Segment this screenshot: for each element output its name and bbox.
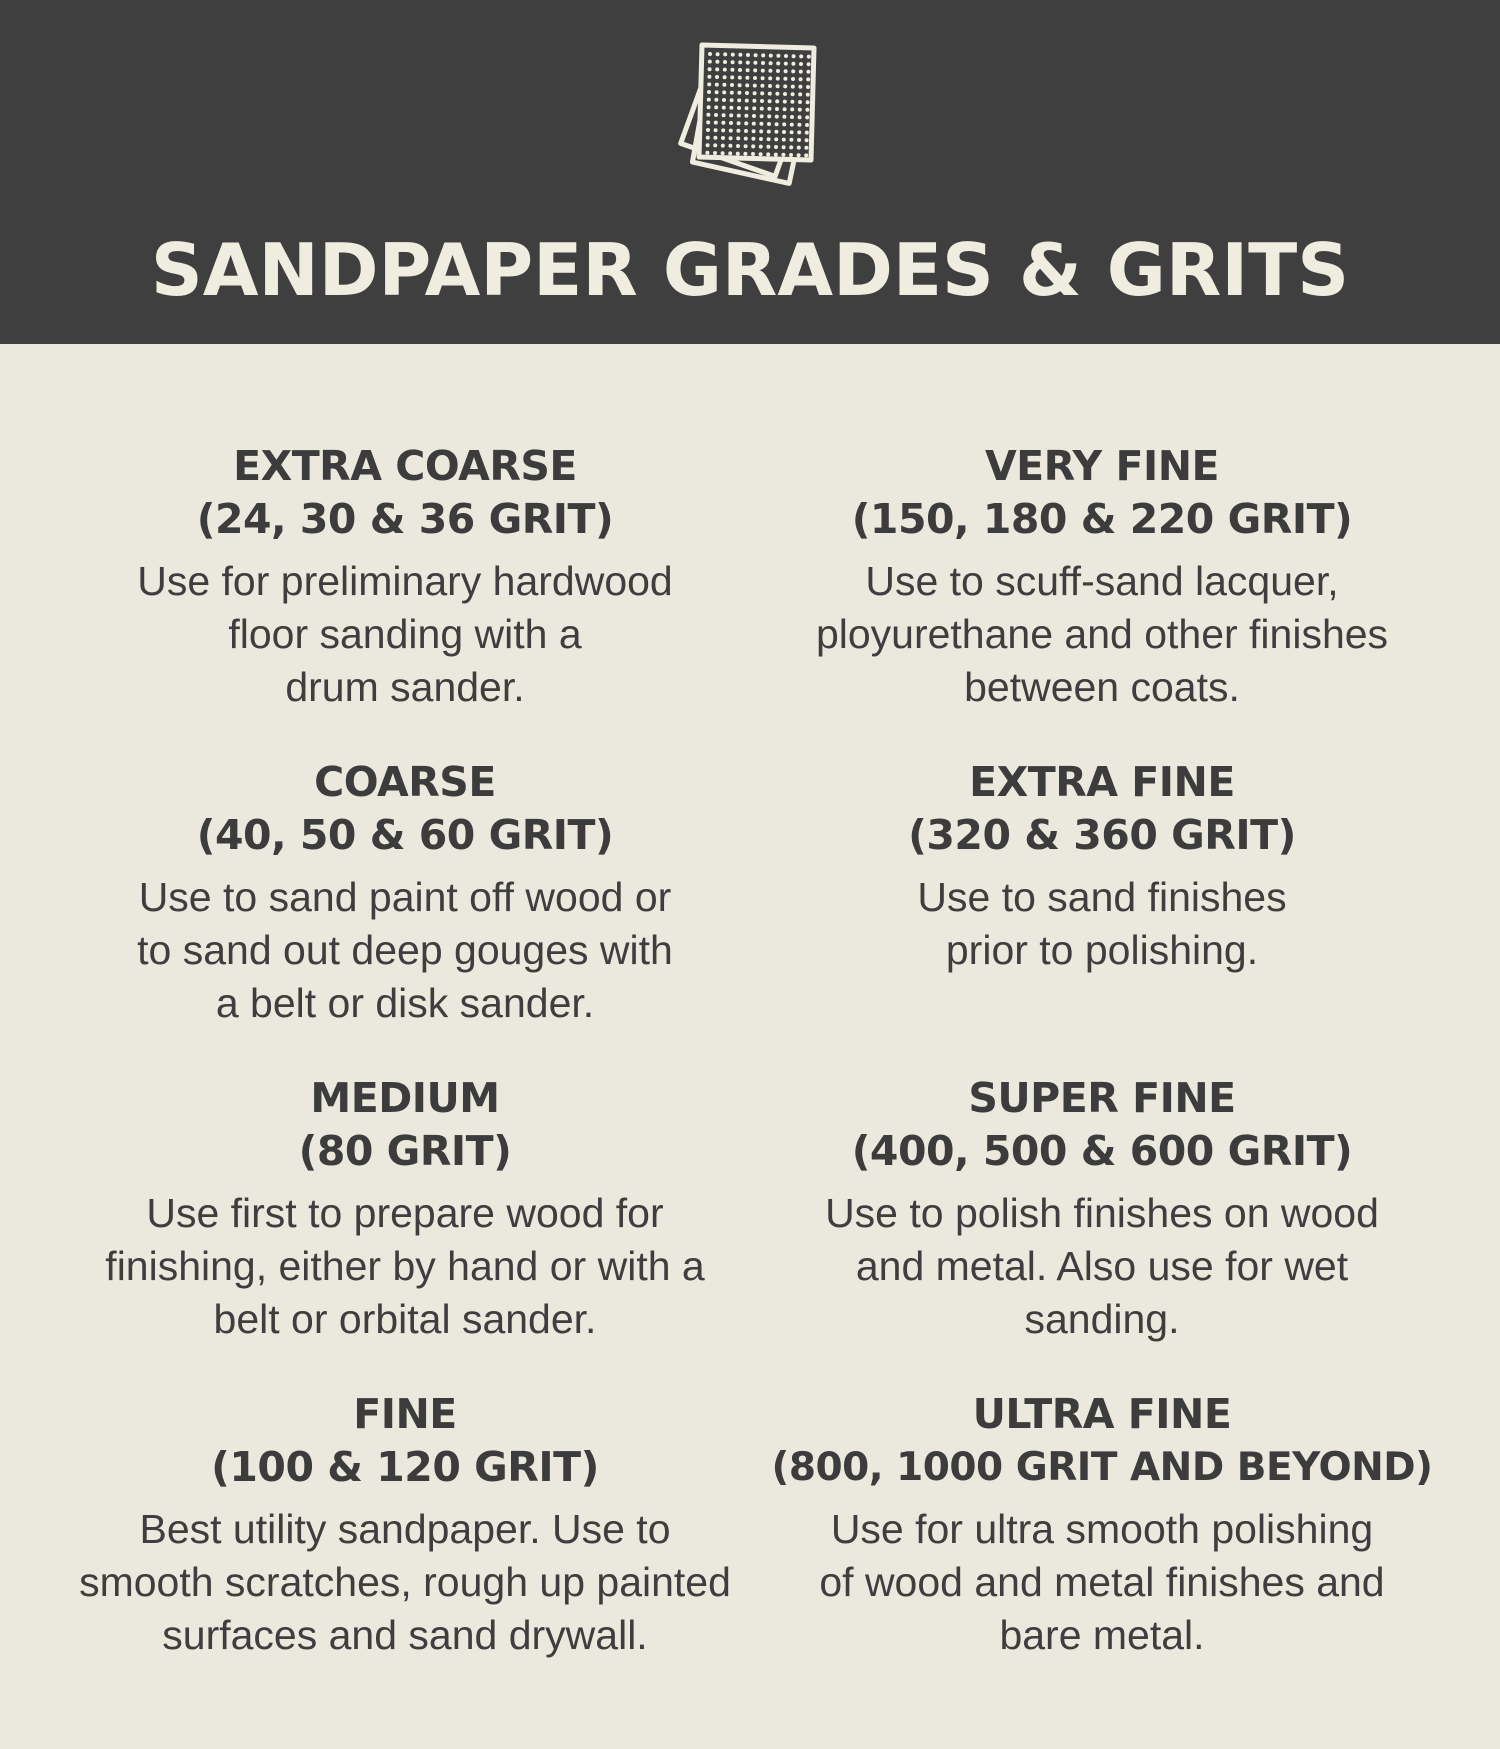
description-line: Use to polish finishes on wood	[825, 1190, 1379, 1236]
grade-extra-coarse	[55, 440, 755, 714]
grade-name: VERY FINE	[984, 442, 1220, 490]
description-line: Use for preliminary hardwood	[137, 558, 673, 604]
grade-name: SUPER FINE	[968, 1074, 1236, 1122]
grade-grit: (40, 50 & 60 GRIT)	[196, 811, 614, 859]
description-line: Use for ultra smooth polishing	[830, 1506, 1374, 1552]
grade-grit: (80 GRIT)	[298, 1127, 512, 1175]
grade-name: EXTRA COARSE	[233, 442, 577, 490]
description-line: sanding.	[1024, 1296, 1180, 1342]
description-line: belt or orbital sander.	[213, 1296, 597, 1342]
grade-description	[752, 1503, 1452, 1662]
grade-description	[55, 1187, 755, 1346]
grade-description	[752, 555, 1452, 714]
grade-name: FINE	[353, 1390, 457, 1438]
grade-very-fine	[752, 440, 1452, 714]
description-line: a belt or disk sander.	[215, 980, 595, 1026]
description-line: Use to scuff-sand lacquer,	[865, 558, 1339, 604]
grade-medium	[55, 1072, 755, 1346]
grade-description	[752, 871, 1452, 977]
grade-description	[55, 1503, 755, 1662]
description-line: finishing, either by hand or with a	[105, 1243, 705, 1289]
sandpaper-sheets-icon	[660, 25, 840, 205]
grade-grit: (150, 180 & 220 GRIT)	[851, 495, 1353, 543]
description-line: Use to sand paint off wood or	[138, 874, 672, 920]
grade-description	[752, 1187, 1452, 1346]
grade-extra-fine	[752, 756, 1452, 977]
grade-name: ULTRA FINE	[972, 1390, 1232, 1438]
grade-name: COARSE	[314, 758, 496, 806]
description-line: between coats.	[964, 664, 1240, 710]
grade-description	[55, 871, 755, 1030]
description-line: Use to sand finishes	[917, 874, 1287, 920]
grade-fine	[55, 1388, 755, 1662]
description-line: ployurethane and other finishes	[815, 611, 1389, 657]
description-line: of wood and metal finishes and	[819, 1559, 1385, 1605]
page-title: SANDPAPER GRADES & GRITS	[150, 228, 1350, 312]
grade-name: MEDIUM	[310, 1074, 500, 1122]
grade-name: EXTRA FINE	[969, 758, 1235, 806]
header-banner	[0, 0, 1500, 344]
description-line: surfaces and sand drywall.	[162, 1612, 648, 1658]
description-line: bare metal.	[999, 1612, 1205, 1658]
description-line: prior to polishing.	[945, 927, 1259, 973]
description-line: Best utility sandpaper. Use to	[139, 1506, 671, 1552]
grade-grit: (400, 500 & 600 GRIT)	[851, 1127, 1353, 1175]
description-line: Use first to prepare wood for	[146, 1190, 664, 1236]
grade-grit: (320 & 360 GRIT)	[908, 811, 1296, 859]
grade-coarse	[55, 756, 755, 1030]
grade-grit: (800, 1000 GRIT AND BEYOND)	[771, 1445, 1433, 1490]
description-line: floor sanding with a	[228, 611, 582, 657]
grade-description	[55, 555, 755, 714]
grade-grit: (24, 30 & 36 GRIT)	[196, 495, 614, 543]
description-line: drum sander.	[285, 664, 525, 710]
description-line: smooth scratches, rough up painted	[79, 1559, 731, 1605]
grade-grit: (100 & 120 GRIT)	[211, 1443, 599, 1491]
description-line: to sand out deep gouges with	[137, 927, 673, 973]
grade-super-fine	[752, 1072, 1452, 1346]
grades-content	[0, 344, 1500, 1749]
grade-ultra-fine	[752, 1388, 1452, 1662]
description-line: and metal. Also use for wet	[855, 1243, 1349, 1289]
